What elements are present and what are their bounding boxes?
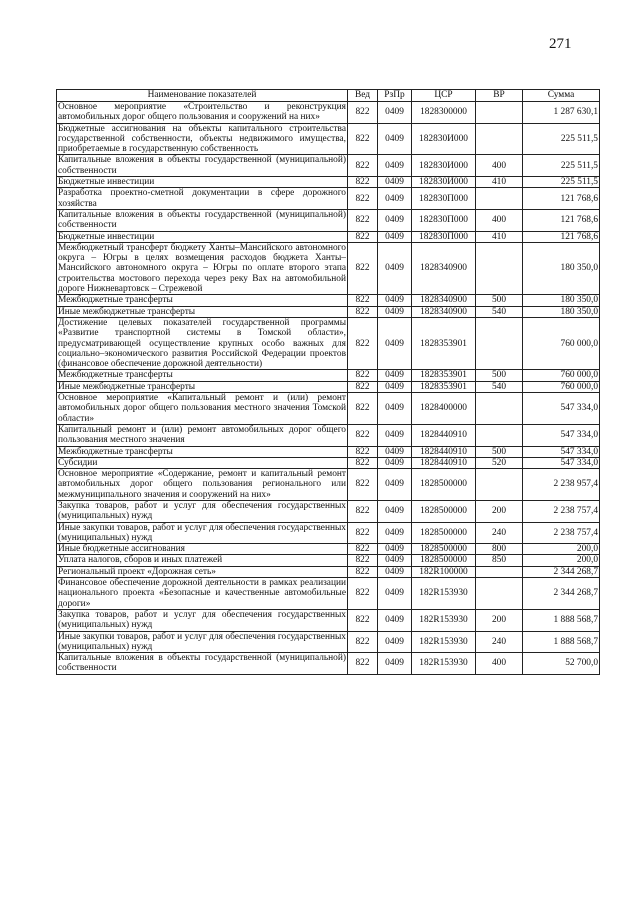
table-row (57, 555, 600, 566)
cell-csr: 1828400000 (412, 393, 476, 425)
cell-sum: 547 334,0 (523, 424, 600, 446)
cell-rzpr: 0409 (378, 188, 412, 210)
budget-table (56, 89, 600, 675)
cell-name: Иные бюджетные ассигнования (57, 544, 348, 555)
table-row (57, 231, 600, 242)
cell-ved: 822 (348, 609, 378, 631)
cell-name: Иные закупки товаров, работ и услуг для обеспечения государственных (муниципальных) нужд (58, 631, 346, 652)
cell-name: Бюджетные инвестиции (57, 231, 348, 242)
cell-vr: 400 (476, 653, 523, 675)
cell-rzpr: 0409 (378, 566, 412, 577)
table-row (57, 609, 600, 631)
cell-vr: 500 (476, 295, 523, 306)
cell-ved: 822 (348, 370, 378, 381)
table-row (57, 317, 600, 369)
cell-sum: 760 000,0 (523, 381, 600, 392)
cell-rzpr: 0409 (378, 544, 412, 555)
cell-vr (476, 123, 523, 155)
cell-vr (476, 102, 523, 124)
cell-csr: 182830П000 (412, 231, 476, 242)
cell-ved: 822 (348, 469, 378, 501)
cell-csr: 1828440910 (412, 457, 476, 468)
cell-csr: 1828440910 (412, 424, 476, 446)
cell-rzpr: 0409 (378, 155, 412, 177)
cell-vr: 540 (476, 381, 523, 392)
cell-rzpr: 0409 (378, 209, 412, 231)
cell-sum: 180 350,0 (523, 242, 600, 294)
table-row (57, 446, 600, 457)
header-rzpr: РзПр (378, 90, 412, 102)
cell-rzpr: 0409 (378, 555, 412, 566)
cell-name: Субсидии (57, 457, 348, 468)
cell-name: Основное мероприятие «Содержание, ремонт и капитальный ремонт автомобильных дорог общего пользования регионального или межмуниципального значения и сооружений на них» (58, 469, 346, 500)
cell-sum: 2 344 268,7 (523, 566, 600, 577)
table-row (57, 306, 600, 317)
cell-vr (476, 578, 523, 610)
cell-sum: 547 334,0 (523, 393, 600, 425)
cell-name: Межбюджетный трансферт бюджету Ханты–Мансийского автономного округа – Югры в целях возмещения расходов бюджета Ханты–Мансийского автономного округа – Югры по оплате второго этапа строительства мостового перехода через реку Вах на автомобильной дороге Нижневартовск – Стрежевой (58, 242, 346, 295)
cell-ved: 822 (348, 446, 378, 457)
cell-rzpr: 0409 (378, 446, 412, 457)
cell-ved: 822 (348, 522, 378, 544)
table-row (57, 566, 600, 577)
table-row (57, 457, 600, 468)
cell-ved: 822 (348, 500, 378, 522)
page-number: 271 (549, 36, 572, 52)
cell-vr: 800 (476, 544, 523, 555)
table-row (57, 155, 600, 177)
cell-ved: 822 (348, 123, 378, 155)
cell-ved: 822 (348, 393, 378, 425)
table-row (57, 578, 600, 610)
cell-name: Межбюджетные трансферты (57, 370, 348, 381)
cell-csr: 182R153930 (412, 609, 476, 631)
cell-name: Бюджетные инвестиции (57, 177, 348, 188)
cell-rzpr: 0409 (378, 231, 412, 242)
table-row (57, 500, 600, 522)
cell-sum: 225 511,5 (523, 177, 600, 188)
cell-vr: 540 (476, 306, 523, 317)
cell-vr: 500 (476, 446, 523, 457)
cell-rzpr: 0409 (378, 469, 412, 501)
cell-ved: 822 (348, 317, 378, 369)
cell-sum: 2 238 757,4 (523, 522, 600, 544)
cell-name: Капитальные вложения в объекты государственной (муниципальной) собственности (58, 653, 346, 674)
header-row (57, 90, 600, 102)
cell-sum: 1 888 568,7 (523, 631, 600, 653)
table-row (57, 123, 600, 155)
cell-vr: 400 (476, 155, 523, 177)
cell-sum: 121 768,6 (523, 209, 600, 231)
cell-name: Финансовое обеспечение дорожной деятельности в рамках реализации национального проекта «Безопасные и качественные автомобильные дороги» (58, 578, 346, 609)
cell-csr: 1828353901 (412, 370, 476, 381)
cell-rzpr: 0409 (378, 393, 412, 425)
cell-csr: 182830П000 (412, 209, 476, 231)
cell-csr: 182830И000 (412, 177, 476, 188)
header-name: Наименование показателей (57, 90, 348, 102)
cell-name: Капитальный ремонт и (или) ремонт автомобильных дорог общего пользования местного значения (58, 424, 346, 446)
cell-rzpr: 0409 (378, 381, 412, 392)
header-sum: Сумма (523, 90, 600, 102)
cell-csr: 1828500000 (412, 522, 476, 544)
cell-csr: 182R153930 (412, 653, 476, 675)
cell-name: Достижение целевых показателей государственной программы «Развитие транспортной системы в Томской области», предусматривающей осуществление крупных особо важных для социально–экономического развития Российской Федерации проектов (финансовое обеспечение дорожной деятельности) (58, 317, 346, 370)
cell-sum: 760 000,0 (523, 317, 600, 369)
cell-sum: 121 768,6 (523, 188, 600, 210)
cell-rzpr: 0409 (378, 177, 412, 188)
cell-sum: 200,0 (523, 555, 600, 566)
cell-csr: 1828353901 (412, 317, 476, 369)
cell-rzpr: 0409 (378, 522, 412, 544)
table-row (57, 381, 600, 392)
cell-vr: 410 (476, 231, 523, 242)
cell-sum: 52 700,0 (523, 653, 600, 675)
cell-vr (476, 317, 523, 369)
cell-ved: 822 (348, 381, 378, 392)
cell-csr: 1828340900 (412, 306, 476, 317)
cell-rzpr: 0409 (378, 295, 412, 306)
cell-ved: 822 (348, 653, 378, 675)
table-row (57, 522, 600, 544)
cell-ved: 822 (348, 295, 378, 306)
cell-vr: 410 (476, 177, 523, 188)
cell-csr: 182R153930 (412, 578, 476, 610)
cell-name: Межбюджетные трансферты (57, 295, 348, 306)
cell-name: Бюджетные ассигнования на объекты капитального строительства государственной собственности, объекты недвижимого имущества, приобретаемые в государственную собственность (58, 123, 346, 155)
cell-vr: 200 (476, 609, 523, 631)
cell-csr: 1828353901 (412, 381, 476, 392)
cell-sum: 760 000,0 (523, 370, 600, 381)
cell-sum: 2 344 268,7 (523, 578, 600, 610)
cell-csr: 1828500000 (412, 555, 476, 566)
cell-ved: 822 (348, 102, 378, 124)
cell-sum: 225 511,5 (523, 155, 600, 177)
cell-ved: 822 (348, 566, 378, 577)
cell-csr: 182830И000 (412, 155, 476, 177)
cell-ved: 822 (348, 544, 378, 555)
cell-name: Закупка товаров, работ и услуг для обеспечения государственных (муниципальных) нужд (58, 500, 346, 522)
cell-csr: 1828500000 (412, 544, 476, 555)
cell-ved: 822 (348, 155, 378, 177)
cell-csr: 1828500000 (412, 469, 476, 501)
cell-sum: 121 768,6 (523, 231, 600, 242)
cell-rzpr: 0409 (378, 317, 412, 369)
table-row (57, 242, 600, 294)
header-csr: ЦСР (412, 90, 476, 102)
cell-rzpr: 0409 (378, 500, 412, 522)
cell-rzpr: 0409 (378, 578, 412, 610)
table-row (57, 188, 600, 210)
cell-rzpr: 0409 (378, 424, 412, 446)
cell-name: Разработка проектно-сметной документации в сфере дорожного хозяйства (58, 188, 346, 209)
cell-csr: 182830И000 (412, 123, 476, 155)
cell-vr: 400 (476, 209, 523, 231)
header-vr: ВР (476, 90, 523, 102)
cell-csr: 1828300000 (412, 102, 476, 124)
cell-ved: 822 (348, 631, 378, 653)
table-row (57, 544, 600, 555)
cell-ved: 822 (348, 242, 378, 294)
table-row (57, 177, 600, 188)
cell-rzpr: 0409 (378, 123, 412, 155)
cell-ved: 822 (348, 457, 378, 468)
cell-rzpr: 0409 (378, 653, 412, 675)
cell-vr: 520 (476, 457, 523, 468)
header-ved: Вед (348, 90, 378, 102)
cell-ved: 822 (348, 231, 378, 242)
cell-sum: 200,0 (523, 544, 600, 555)
cell-vr (476, 424, 523, 446)
cell-rzpr: 0409 (378, 631, 412, 653)
table-row (57, 631, 600, 653)
cell-sum: 1 888 568,7 (523, 609, 600, 631)
cell-csr: 182R153930 (412, 631, 476, 653)
cell-rzpr: 0409 (378, 457, 412, 468)
cell-name: Межбюджетные трансферты (57, 446, 348, 457)
cell-ved: 822 (348, 424, 378, 446)
cell-rzpr: 0409 (378, 370, 412, 381)
cell-sum: 180 350,0 (523, 295, 600, 306)
table-row (57, 209, 600, 231)
cell-csr: 1828500000 (412, 500, 476, 522)
table-row (57, 295, 600, 306)
table-body (57, 102, 600, 675)
table-row (57, 393, 600, 425)
cell-vr (476, 242, 523, 294)
cell-vr (476, 188, 523, 210)
cell-vr: 240 (476, 522, 523, 544)
cell-sum: 225 511,5 (523, 123, 600, 155)
cell-sum: 2 238 757,4 (523, 500, 600, 522)
cell-name: Основное мероприятие «Строительство и реконструкция автомобильных дорог общего пользования и сооружений на них» (58, 102, 346, 123)
cell-ved: 822 (348, 578, 378, 610)
cell-name: Капитальные вложения в объекты государственной (муниципальной) собственности (58, 155, 346, 176)
cell-name: Уплата налогов, сборов и иных платежей (57, 555, 348, 566)
cell-csr: 182R100000 (412, 566, 476, 577)
cell-rzpr: 0409 (378, 102, 412, 124)
cell-vr: 850 (476, 555, 523, 566)
table-row (57, 370, 600, 381)
cell-rzpr: 0409 (378, 306, 412, 317)
cell-rzpr: 0409 (378, 242, 412, 294)
cell-sum: 180 350,0 (523, 306, 600, 317)
table-row (57, 102, 600, 124)
cell-name: Закупка товаров, работ и услуг для обеспечения государственных (муниципальных) нужд (58, 609, 346, 631)
cell-name: Иные межбюджетные трансферты (57, 306, 348, 317)
cell-name: Иные межбюджетные трансферты (57, 381, 348, 392)
cell-vr: 200 (476, 500, 523, 522)
cell-ved: 822 (348, 555, 378, 566)
cell-ved: 822 (348, 177, 378, 188)
cell-csr: 182830П000 (412, 188, 476, 210)
cell-name: Региональный проект «Дорожная сеть» (57, 566, 348, 577)
cell-sum: 547 334,0 (523, 457, 600, 468)
cell-sum: 2 238 957,4 (523, 469, 600, 501)
cell-ved: 822 (348, 306, 378, 317)
cell-sum: 1 287 630,1 (523, 102, 600, 124)
cell-name: Иные закупки товаров, работ и услуг для обеспечения государственных (муниципальных) нужд (58, 522, 346, 543)
cell-vr (476, 469, 523, 501)
cell-vr: 500 (476, 370, 523, 381)
cell-name: Основное мероприятие «Капитальный ремонт и (или) ремонт автомобильных дорог общего пользования местного значения Томской области» (58, 393, 346, 424)
cell-ved: 822 (348, 188, 378, 210)
table-row (57, 424, 600, 446)
cell-csr: 1828440910 (412, 446, 476, 457)
cell-csr: 1828340900 (412, 295, 476, 306)
cell-vr (476, 393, 523, 425)
cell-vr: 240 (476, 631, 523, 653)
cell-name: Капитальные вложения в объекты государственной (муниципальной) собственности (58, 209, 346, 231)
cell-ved: 822 (348, 209, 378, 231)
cell-rzpr: 0409 (378, 609, 412, 631)
cell-vr (476, 566, 523, 577)
table-header (57, 90, 600, 102)
table-row (57, 653, 600, 675)
table-row (57, 469, 600, 501)
cell-sum: 547 334,0 (523, 446, 600, 457)
cell-csr: 1828340900 (412, 242, 476, 294)
